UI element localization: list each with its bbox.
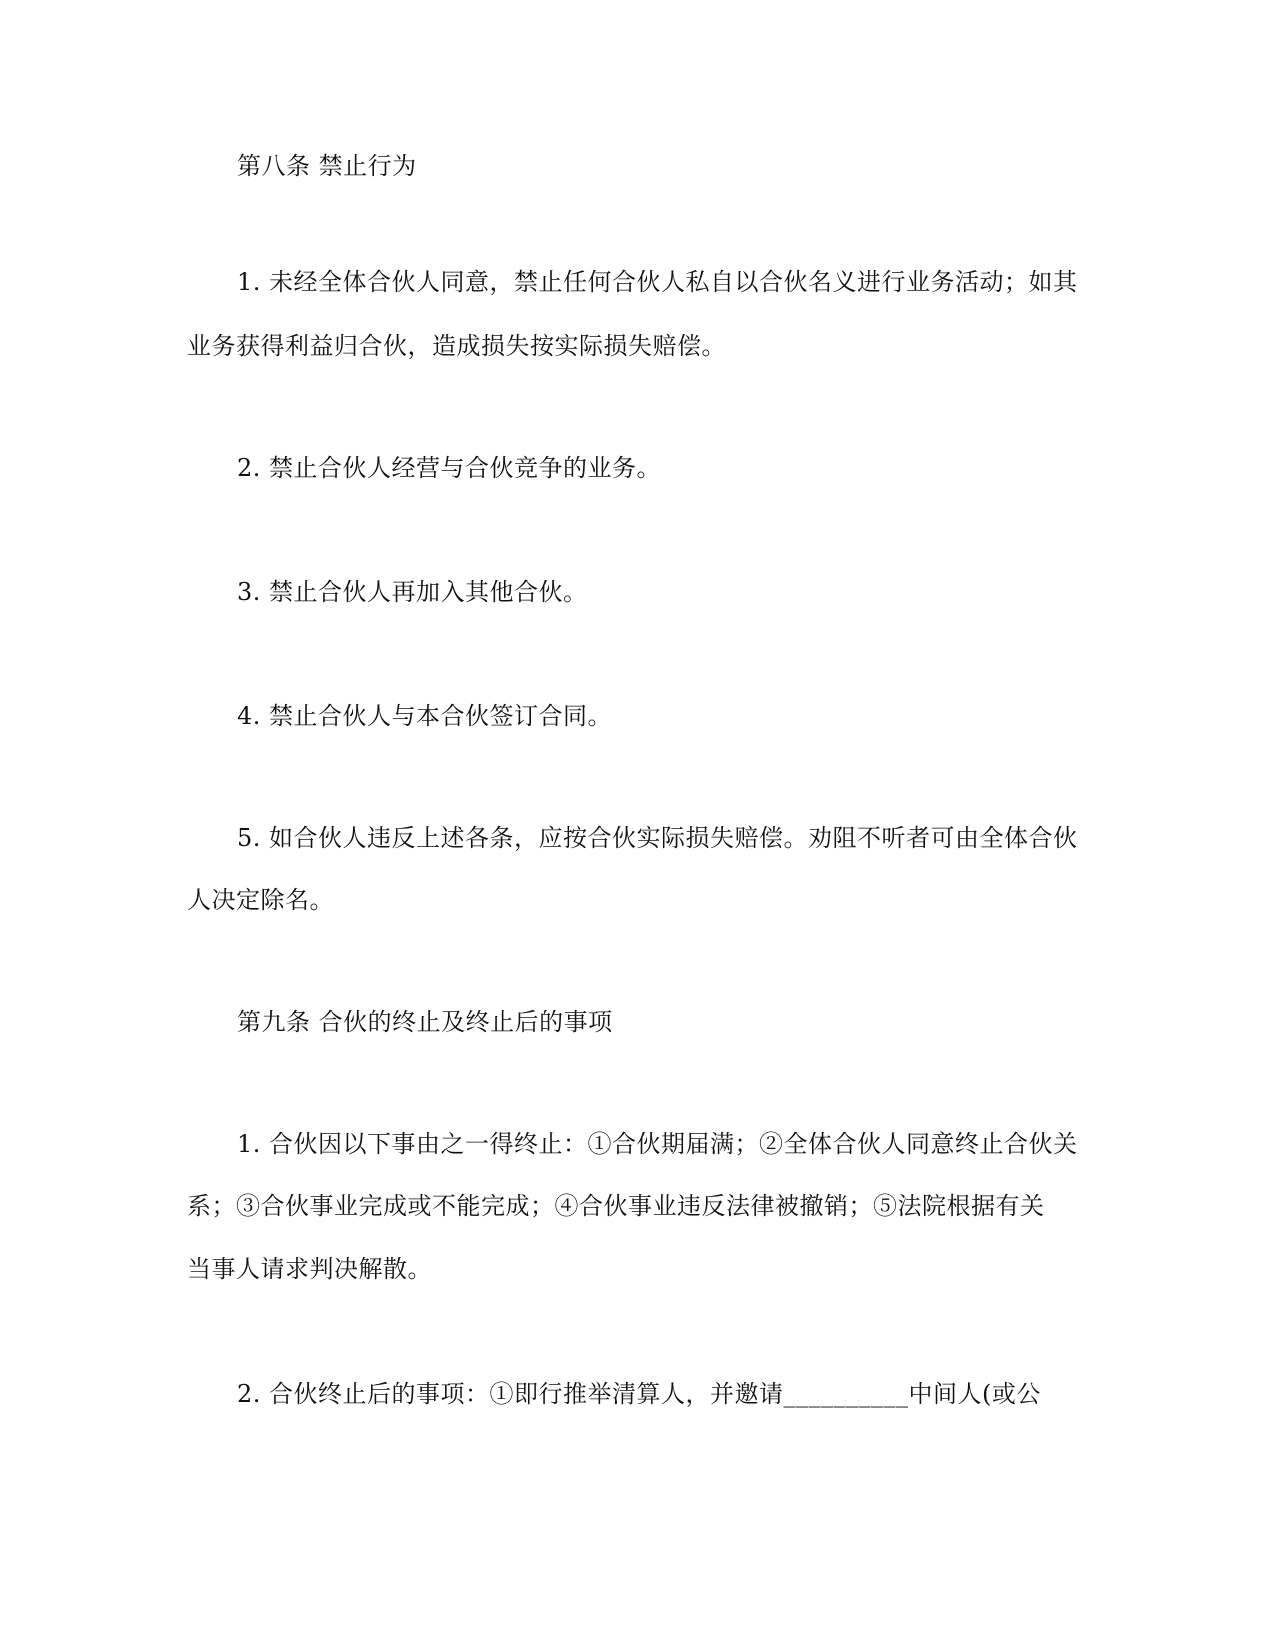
article-8-item-5-line-2: 人决定除名。 [187, 886, 334, 914]
article-9-heading: 第九条 合伙的终止及终止后的事项 [237, 1008, 613, 1036]
article-8-item-1-line-2: 业务获得利益归合伙，造成损失按实际损失赔偿。 [187, 332, 726, 360]
article-8-item-3: 3. 禁止合伙人再加入其他合伙。 [237, 578, 588, 606]
article-8-item-1-line-1: 1. 未经全体合伙人同意，禁止任何合伙人私自以合伙名义进行业务活动；如其 [237, 268, 1078, 296]
article-8-item-2: 2. 禁止合伙人经营与合伙竞争的业务。 [237, 454, 662, 482]
article-8-heading: 第八条 禁止行为 [237, 152, 417, 180]
article-8-item-4: 4. 禁止合伙人与本合伙签订合同。 [237, 702, 613, 730]
article-8-item-5-line-1: 5. 如合伙人违反上述各条，应按合伙实际损失赔偿。劝阻不听者可由全体合伙 [237, 824, 1078, 852]
article-9-item-2-line-1: 2. 合伙终止后的事项：①即行推举清算人，并邀请__________中间人(或公 [237, 1380, 1041, 1408]
article-9-item-1-line-2: 系；③合伙事业完成或不能完成；④合伙事业违反法律被撤销；⑤法院根据有关 [187, 1192, 1045, 1220]
article-9-item-1-line-1: 1. 合伙因以下事由之一得终止：①合伙期届满；②全体合伙人同意终止合伙关 [237, 1130, 1078, 1158]
article-9-item-1-line-3: 当事人请求判决解散。 [187, 1255, 432, 1283]
